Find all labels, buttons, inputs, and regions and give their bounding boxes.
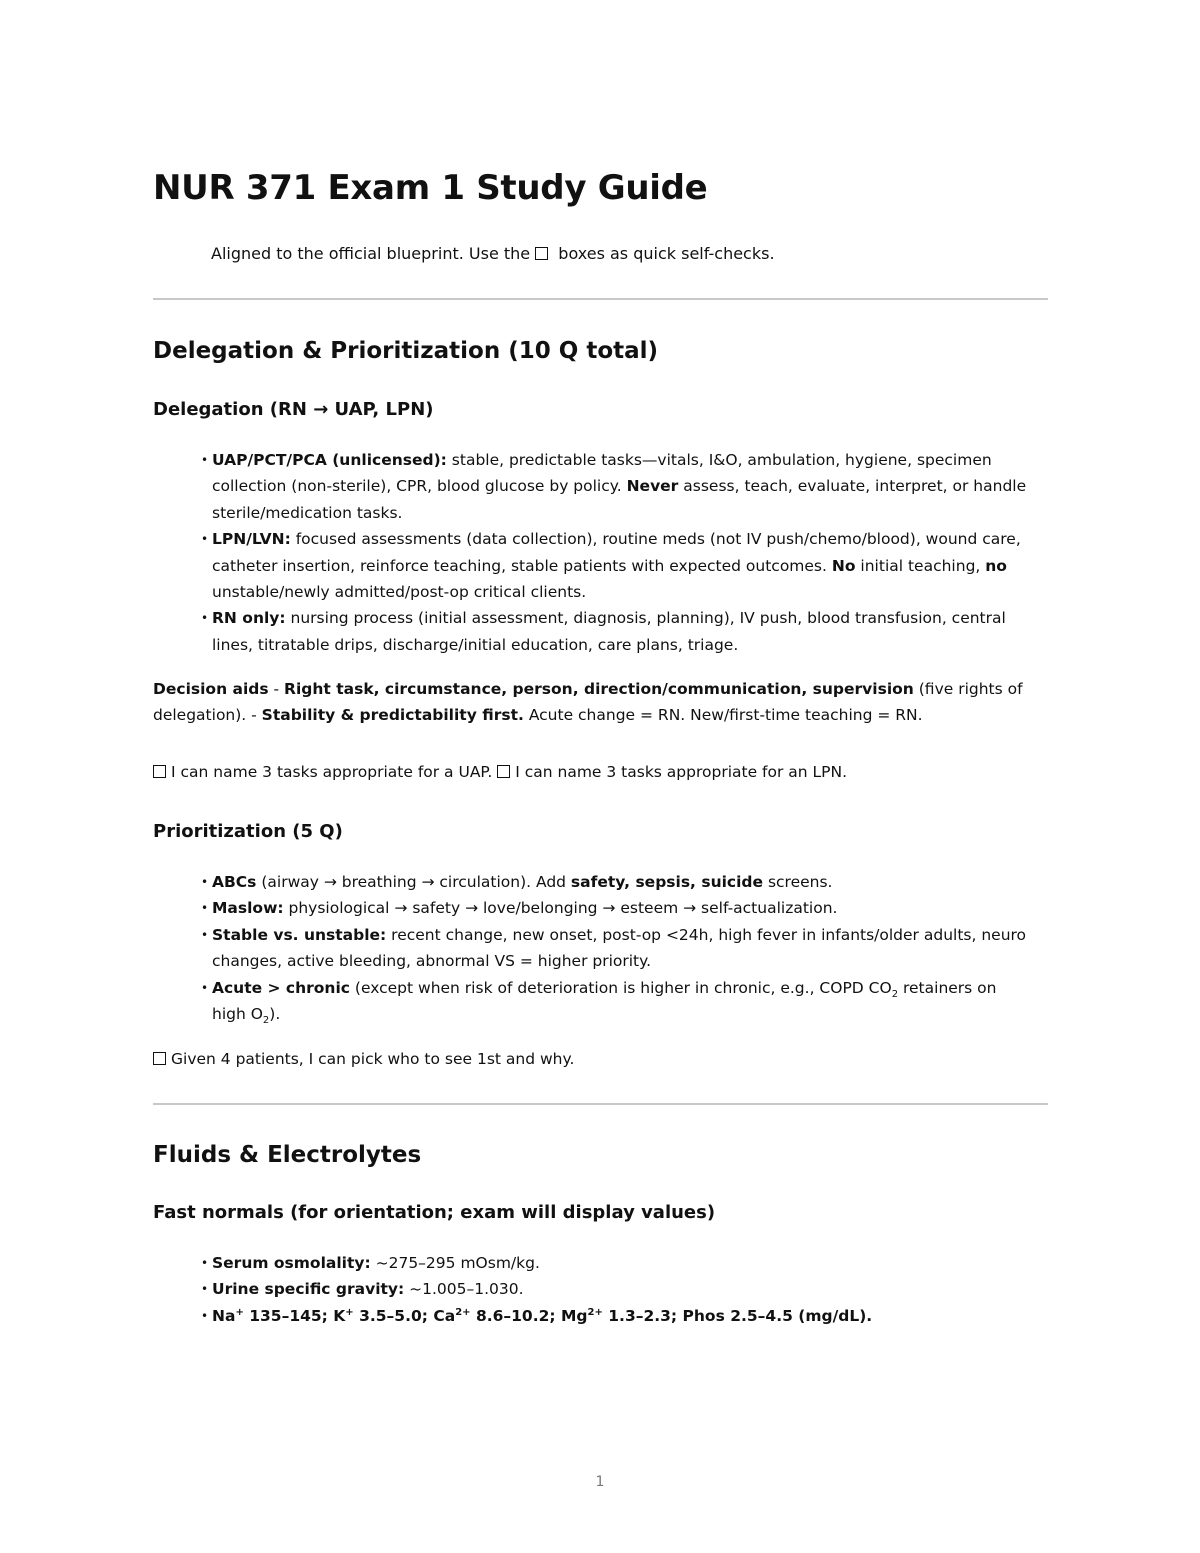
delegation-list — [201, 447, 1031, 658]
subsection-heading-fast-normals: Fast normals (for orientation; exam will display values) — [153, 1202, 716, 1223]
list-item: • Na+ 135–145; K+ 3.5–5.0; $Ca^{2+}$ 8.6–10.2; $Mg^{2+}$ 1.3–2.3; Phos 2.5–4.5 (mg/dL). — [201, 1303, 1031, 1329]
self-check-delegation: I can name 3 tasks appropriate for a UAP. I can name 3 tasks appropriate for an LPN. — [153, 759, 847, 785]
section-divider — [153, 1103, 1048, 1105]
normals-list — [201, 1250, 1031, 1329]
subsection-heading-delegation: Delegation (RN → UAP, LPN) — [153, 399, 434, 420]
section-heading-fluids-electrolytes: Fluids & Electrolytes — [153, 1142, 422, 1168]
subsection-heading-prioritization: Prioritization (5 Q) — [153, 821, 343, 842]
page-title: NUR 371 Exam 1 Study Guide — [153, 168, 708, 208]
list-item: • RN only: nursing process (initial assessment, diagnosis, planning), IV push, blood transfusion, central lines, titratable drips, discharge/initial education, care plans, triage. — [201, 605, 1031, 658]
list-item: • LPN/LVN: focused assessments (data collection), routine meds (not IV push/chemo/blood), wound care, catheter insertion, reinforce teaching, stable patients with expected outcomes. No initial teaching, no unstable/newly admitted/post-op critical clients. — [201, 526, 1031, 605]
decision-aids-paragraph: Decision aids - Right task, circumstance, person, direction/communication, supervision (five rights of delegation). - Stability & predictability first. Acute change = RN. New/first-time teaching = RN. — [153, 680, 1023, 725]
list-item: • Urine specific gravity: ~1.005–1.030. — [201, 1276, 1031, 1302]
section-divider — [153, 298, 1048, 300]
section-heading-delegation-prioritization: Delegation & Prioritization (10 Q total) — [153, 338, 659, 364]
list-item: • UAP/PCT/PCA (unlicensed): stable, predictable tasks—vitals, I&O, ambulation, hygiene, specimen collection (non-sterile), CPR, blood glucose by policy. Never assess, teach, evaluate, interpret, or handle sterile/medication tasks. — [201, 447, 1031, 526]
checkbox-icon — [535, 247, 548, 260]
checkbox-icon[interactable] — [497, 765, 510, 778]
prioritization-list — [201, 869, 1031, 1027]
self-check-prioritization: Given 4 patients, I can pick who to see 1st and why. — [153, 1046, 574, 1072]
subtitle: Aligned to the official blueprint. Use the boxes as quick self-checks. — [211, 244, 775, 263]
list-item: • Serum osmolality: ~275–295 mOsm/kg. — [201, 1250, 1031, 1276]
checkbox-icon[interactable] — [153, 1052, 166, 1065]
list-item: • Acute > chronic (except when risk of deterioration is higher in chronic, e.g., COPD $CO_2$ retainers on high $O_2$). — [201, 975, 1031, 1028]
list-item: • Maslow: physiological → safety → love/belonging → esteem → self-actualization. — [201, 895, 1031, 921]
list-item: • ABCs (airway → breathing → circulation). Add safety, sepsis, suicide screens. — [201, 869, 1031, 895]
list-item: • Stable vs. unstable: recent change, new onset, post-op <24h, high fever in infants/older adults, neuro changes, active bleeding, abnormal VS = higher priority. — [201, 922, 1031, 975]
checkbox-icon[interactable] — [153, 765, 166, 778]
page-number: 1 — [595, 1474, 605, 1490]
